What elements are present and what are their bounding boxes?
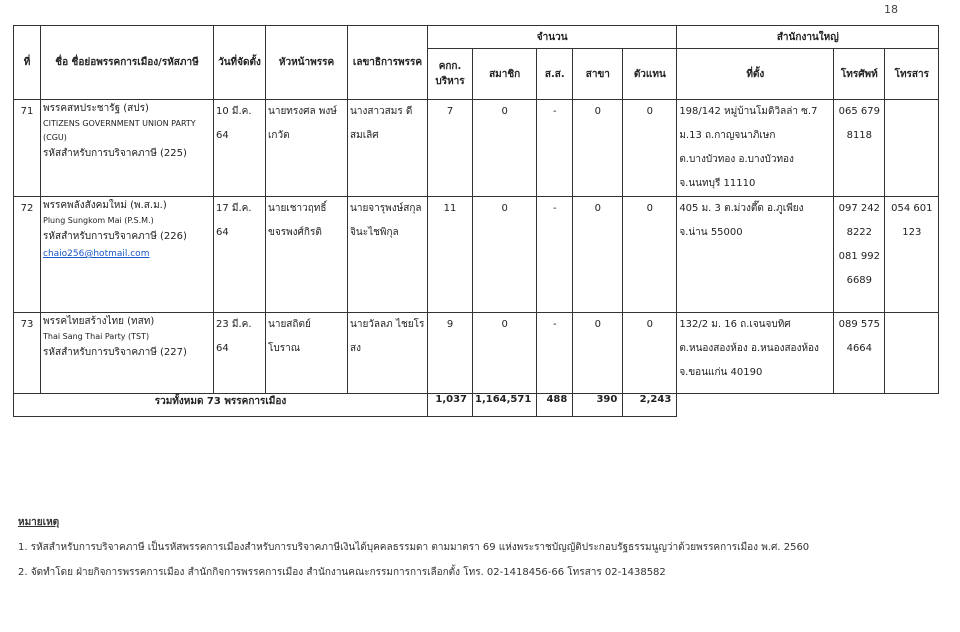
row-no: 73 xyxy=(14,313,41,394)
party-name-th: พรรคไทยสร้างไทย (ทสท) xyxy=(43,316,155,327)
branch-count: 0 xyxy=(573,313,623,394)
party-leader: นายเชาวฤทธิ์ ขจรพงศ์กิรติ xyxy=(266,197,348,313)
col-leader-header: หัวหน้าพรรค xyxy=(266,26,348,100)
col-members-header: สมาชิก xyxy=(473,49,537,100)
founded-date: 17 มี.ค. 64 xyxy=(214,197,266,313)
party-secretary: นายวัลลภ ไชยโรสง xyxy=(348,313,428,394)
hq-address: 132/2 ม. 16 ถ.เจนจบทิศ ต.หนองสองห้อง อ.หนองสองห้อง จ.ขอนแก่น 40190 xyxy=(677,313,834,394)
party-email-link[interactable]: chaio256@hotmail.com xyxy=(43,249,150,259)
tax-code: รหัสสำหรับการบริจาคภาษี (225) xyxy=(43,148,187,159)
member-count: 0 xyxy=(473,313,537,394)
note-2: 2. จัดทำโดย ฝ่ายกิจการพรรคการเมือง สำนักกิจการพรรคการเมือง สำนักงานคณะกรรมการการเลือกตั้ง โทร. 02-1418456-66 โทรสาร 02-1438582 xyxy=(18,567,666,578)
party-name-en: Thai Sang Thai Party (TST) xyxy=(43,332,150,341)
total-mp: 488 xyxy=(537,394,573,417)
row-no: 72 xyxy=(14,197,41,313)
party-name-en: Plung Sungkom Mai (P.S.M.) xyxy=(43,216,154,225)
hq-phone: 065 679 8118 xyxy=(834,100,885,197)
party-leader: นายสถิตย์ โบราณ xyxy=(266,313,348,394)
col-secretary-header: เลขาธิการพรรค xyxy=(348,26,428,100)
mp-count: - xyxy=(537,313,573,394)
party-secretary: นายจารุพงษ์สกุล จินะไชพิกุล xyxy=(348,197,428,313)
total-label: รวมทั้งหมด 73 พรรคการเมือง xyxy=(14,394,428,417)
branch-count: 0 xyxy=(573,100,623,197)
party-name-cell xyxy=(41,313,214,394)
party-name-cell xyxy=(41,100,214,197)
col-address-header: ที่ตั้ง xyxy=(677,49,834,100)
tax-code: รหัสสำหรับการบริจาคภาษี (226) xyxy=(43,231,187,242)
member-count: 0 xyxy=(473,197,537,313)
col-no-header: ที่ xyxy=(14,26,41,100)
board-count: 11 xyxy=(428,197,473,313)
hq-phone: 097 242 8222 081 992 6689 xyxy=(834,197,885,313)
page-number: 18 xyxy=(884,3,898,16)
group-hq-header: สำนักงานใหญ่ xyxy=(677,26,939,49)
hq-fax xyxy=(885,313,939,394)
tax-code: รหัสสำหรับการบริจาคภาษี (227) xyxy=(43,347,187,358)
party-leader: นายทรงศล พงษ์เกวัต xyxy=(266,100,348,197)
header-row-1 xyxy=(14,26,939,49)
party-name-th: พรรคสหประชารัฐ (สปร) xyxy=(43,103,149,114)
rep-count: 0 xyxy=(623,313,677,394)
board-count: 9 xyxy=(428,313,473,394)
col-board-header: คกก. บริหาร xyxy=(428,49,473,100)
total-branch: 390 xyxy=(573,394,623,417)
branch-count: 0 xyxy=(573,197,623,313)
total-row xyxy=(14,394,939,417)
party-name-th: พรรคพลังสังคมใหม่ (พ.ส.ม.) xyxy=(43,200,167,211)
mp-count: - xyxy=(537,197,573,313)
mp-count: - xyxy=(537,100,573,197)
col-phone-header: โทรศัพท์ xyxy=(834,49,885,100)
col-mp-header: ส.ส. xyxy=(537,49,573,100)
notes-section xyxy=(18,515,809,590)
col-name-header: ชื่อ ชื่อย่อพรรคการเมือง/รหัสภาษี xyxy=(41,26,214,100)
hq-phone: 089 575 4664 xyxy=(834,313,885,394)
founded-date: 23 มี.ค. 64 xyxy=(214,313,266,394)
party-name-cell xyxy=(41,197,214,313)
rep-count: 0 xyxy=(623,197,677,313)
hq-address: 405 ม. 3 ต.ม่วงตึ๊ด อ.ภูเพียง จ.น่าน 55000 xyxy=(677,197,834,313)
hq-address: 198/142 หมู่บ้านโมดิวิลล่า ซ.7 ม.13 ถ.กาญจนาภิเษก ต.บางบัวทอง อ.บางบัวทอง จ.นนทบุรี 11110 xyxy=(677,100,834,197)
member-count: 0 xyxy=(473,100,537,197)
party-table xyxy=(13,25,939,417)
col-date-header: วันที่จัดตั้ง xyxy=(214,26,266,100)
party-secretary: นางสาวสมร ดีสมเลิศ xyxy=(348,100,428,197)
board-count: 7 xyxy=(428,100,473,197)
table-row xyxy=(14,197,939,313)
table-row xyxy=(14,313,939,394)
row-no: 71 xyxy=(14,100,41,197)
total-members: 1,164,571 xyxy=(473,394,537,417)
total-empty xyxy=(677,394,939,417)
table-row xyxy=(14,100,939,197)
col-fax-header: โทรสาร xyxy=(885,49,939,100)
col-rep-header: ตัวแทน xyxy=(623,49,677,100)
note-1: 1. รหัสสำหรับการบริจาคภาษี เป็นรหัสพรรคการเมืองสำหรับการบริจาคภาษีเงินได้บุคคลธรรมดา ตามมาตรา 69 แห่งพระราชบัญญัติประกอบรัฐธรรมนูญว่าด้วยพรรคการเมือง พ.ศ. 2560 xyxy=(18,542,810,553)
hq-fax xyxy=(885,100,939,197)
founded-date: 10 มี.ค. 64 xyxy=(214,100,266,197)
group-count-header: จำนวน xyxy=(428,26,677,49)
party-name-en: CITIZENS GOVERNMENT UNION PARTY (CGU) xyxy=(43,119,196,142)
rep-count: 0 xyxy=(623,100,677,197)
hq-fax: 054 601 123 xyxy=(885,197,939,313)
notes-title: หมายเหตุ xyxy=(18,517,60,528)
col-branch-header: สาขา xyxy=(573,49,623,100)
total-rep: 2,243 xyxy=(623,394,677,417)
total-board: 1,037 xyxy=(428,394,473,417)
